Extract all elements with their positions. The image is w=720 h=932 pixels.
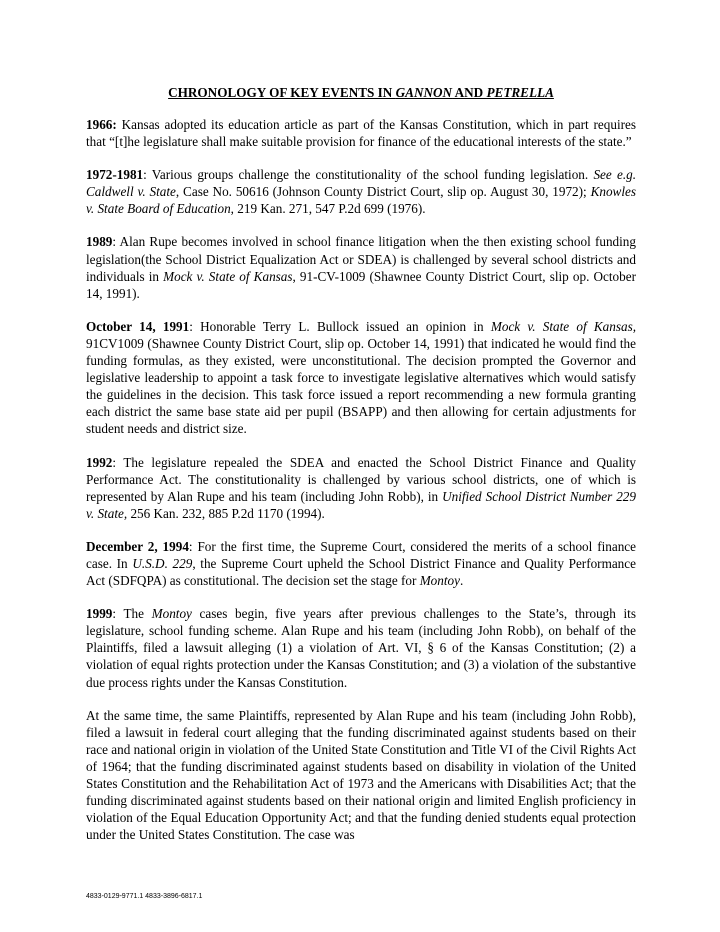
event-date: December 2, 1994 [86, 538, 189, 554]
event-date: 1992 [86, 454, 113, 470]
chronology-paragraph [86, 233, 636, 301]
event-text: cases begin, five years after previous challenges to the State’s, through its legislature, school funding scheme. Alan Rupe and his team (including John Robb), on behalf of the Plaintiffs, filed a lawsuit alleging (1) a violation of Art. VI, § 6 of the Kansas Constitution; (2) a violation of equal rights protection under the Kansas Constitution; and (3) a violation of the substantive due process rights under the Kansas Constitution. [86, 606, 636, 690]
event-text: : For the first time, the Supreme Court, considered the merits of a school finance case. In [86, 538, 637, 571]
event-text: : The [112, 606, 152, 622]
chronology-paragraph [86, 116, 636, 150]
event-date: 1972-1981 [86, 167, 144, 183]
case-citation: Mock v. State of Kansas, [490, 318, 637, 334]
chronology-paragraph [86, 707, 636, 844]
event-date: October 14, 1991 [86, 318, 190, 334]
event-text: , the Supreme Court upheld the School District Finance and Quality Performance Act (SDFQPA) as constitutional. The decision set the stage for [86, 555, 636, 589]
case-citation: U.S.D. 229 [132, 555, 193, 571]
chronology-paragraph [86, 318, 636, 438]
event-text: : Honorable Terry L. Bullock issued an opinion in [189, 318, 491, 334]
document-title [86, 84, 636, 101]
chronology-paragraph [86, 538, 636, 589]
event-text: : Various groups challenge the constitutionality of the school funding legislation. [143, 167, 594, 183]
event-text: . [459, 573, 464, 589]
event-date: 1999 [86, 606, 113, 622]
chronology-paragraph [86, 166, 636, 217]
case-citation: Montoy [419, 573, 460, 589]
case-citation: See e.g. Caldwell v. State [86, 167, 637, 200]
title-part: AND [452, 85, 487, 100]
document-page [86, 84, 636, 859]
event-date: 1989 [86, 234, 113, 250]
event-text: , 219 Kan. 271, 547 P.2d 699 (1976). [230, 201, 426, 217]
case-citation: Montoy [151, 606, 192, 622]
chronology-body [86, 116, 636, 843]
event-text: : The legislature repealed the SDEA and enacted the School District Finance and Quality Performance Act. The constitutionality is challenged by various school districts, one of which is represented by Alan Rupe and his team (including John Robb), in [86, 454, 636, 504]
event-text: At the same time, the same Plaintiffs, represented by Alan Rupe and his team (including John Robb), filed a lawsuit in federal court alleging that the funding discriminated against students based on their race and national origin in violation of the United State Constitution and Title VI of the Civil Rights Act of 1964; that the funding discriminated against students based on disability in violation of the United States Constitution and the Rehabilitation Act of 1973 and the Americans with Disabilities Act; that the funding discriminated against students based on their national origin and limited English proficiency in violation of the Equal Education Opportunity Act; and that the funding denied students equal protection under the United States Constitution. The case was [86, 707, 636, 843]
event-text: , Case No. 50616 (Johnson County District Court, slip op. August 30, 1972); [175, 184, 591, 200]
title-case-petrella: PETRELLA [486, 85, 554, 100]
event-text: 91CV1009 (Shawnee County District Court, slip op. October 14, 1991) that indicated he would find the funding formulas, as they existed, were unconstitutional. The decision prompted the Governor and legislative leadership to appoint a task force to investigate legislative alternatives which would satisfy the guidelines in the decision. This task force issued a report recommending a new formula granting each district the same base state aid per pupil (BSAPP) and then allowing for certain adjustments for student needs and district size. [86, 335, 636, 437]
chronology-paragraph [86, 454, 636, 522]
event-text: Kansas adopted its education article as part of the Kansas Constitution, which in part requires that “[t]he legislature shall make suitable provision for finance of the educational interests of the state.” [86, 117, 636, 150]
document-footer: 4833-0129-9771.1 4833-3896-6817.1 [86, 893, 203, 900]
event-date: 1966: [86, 117, 117, 132]
event-text: : Alan Rupe becomes involved in school finance litigation when the then existing school funding legislation(the School District Equalization Act or SDEA) is challenged by several school districts and individuals in [86, 234, 636, 284]
chronology-paragraph [86, 605, 636, 690]
case-citation: Knowles v. State Board of Education [86, 184, 636, 217]
case-citation: Unified School District Number 229 v. State, [86, 488, 636, 521]
case-citation: Mock v. State of Kansas [163, 268, 293, 284]
event-text: , 91-CV-1009 (Shawnee County District Court, slip op. October 14, 1991). [86, 268, 636, 301]
title-part: CHRONOLOGY OF KEY EVENTS IN [168, 85, 396, 100]
event-text: 256 Kan. 232, 885 P.2d 1170 (1994). [127, 505, 325, 521]
title-case-gannon: GANNON [395, 85, 453, 100]
